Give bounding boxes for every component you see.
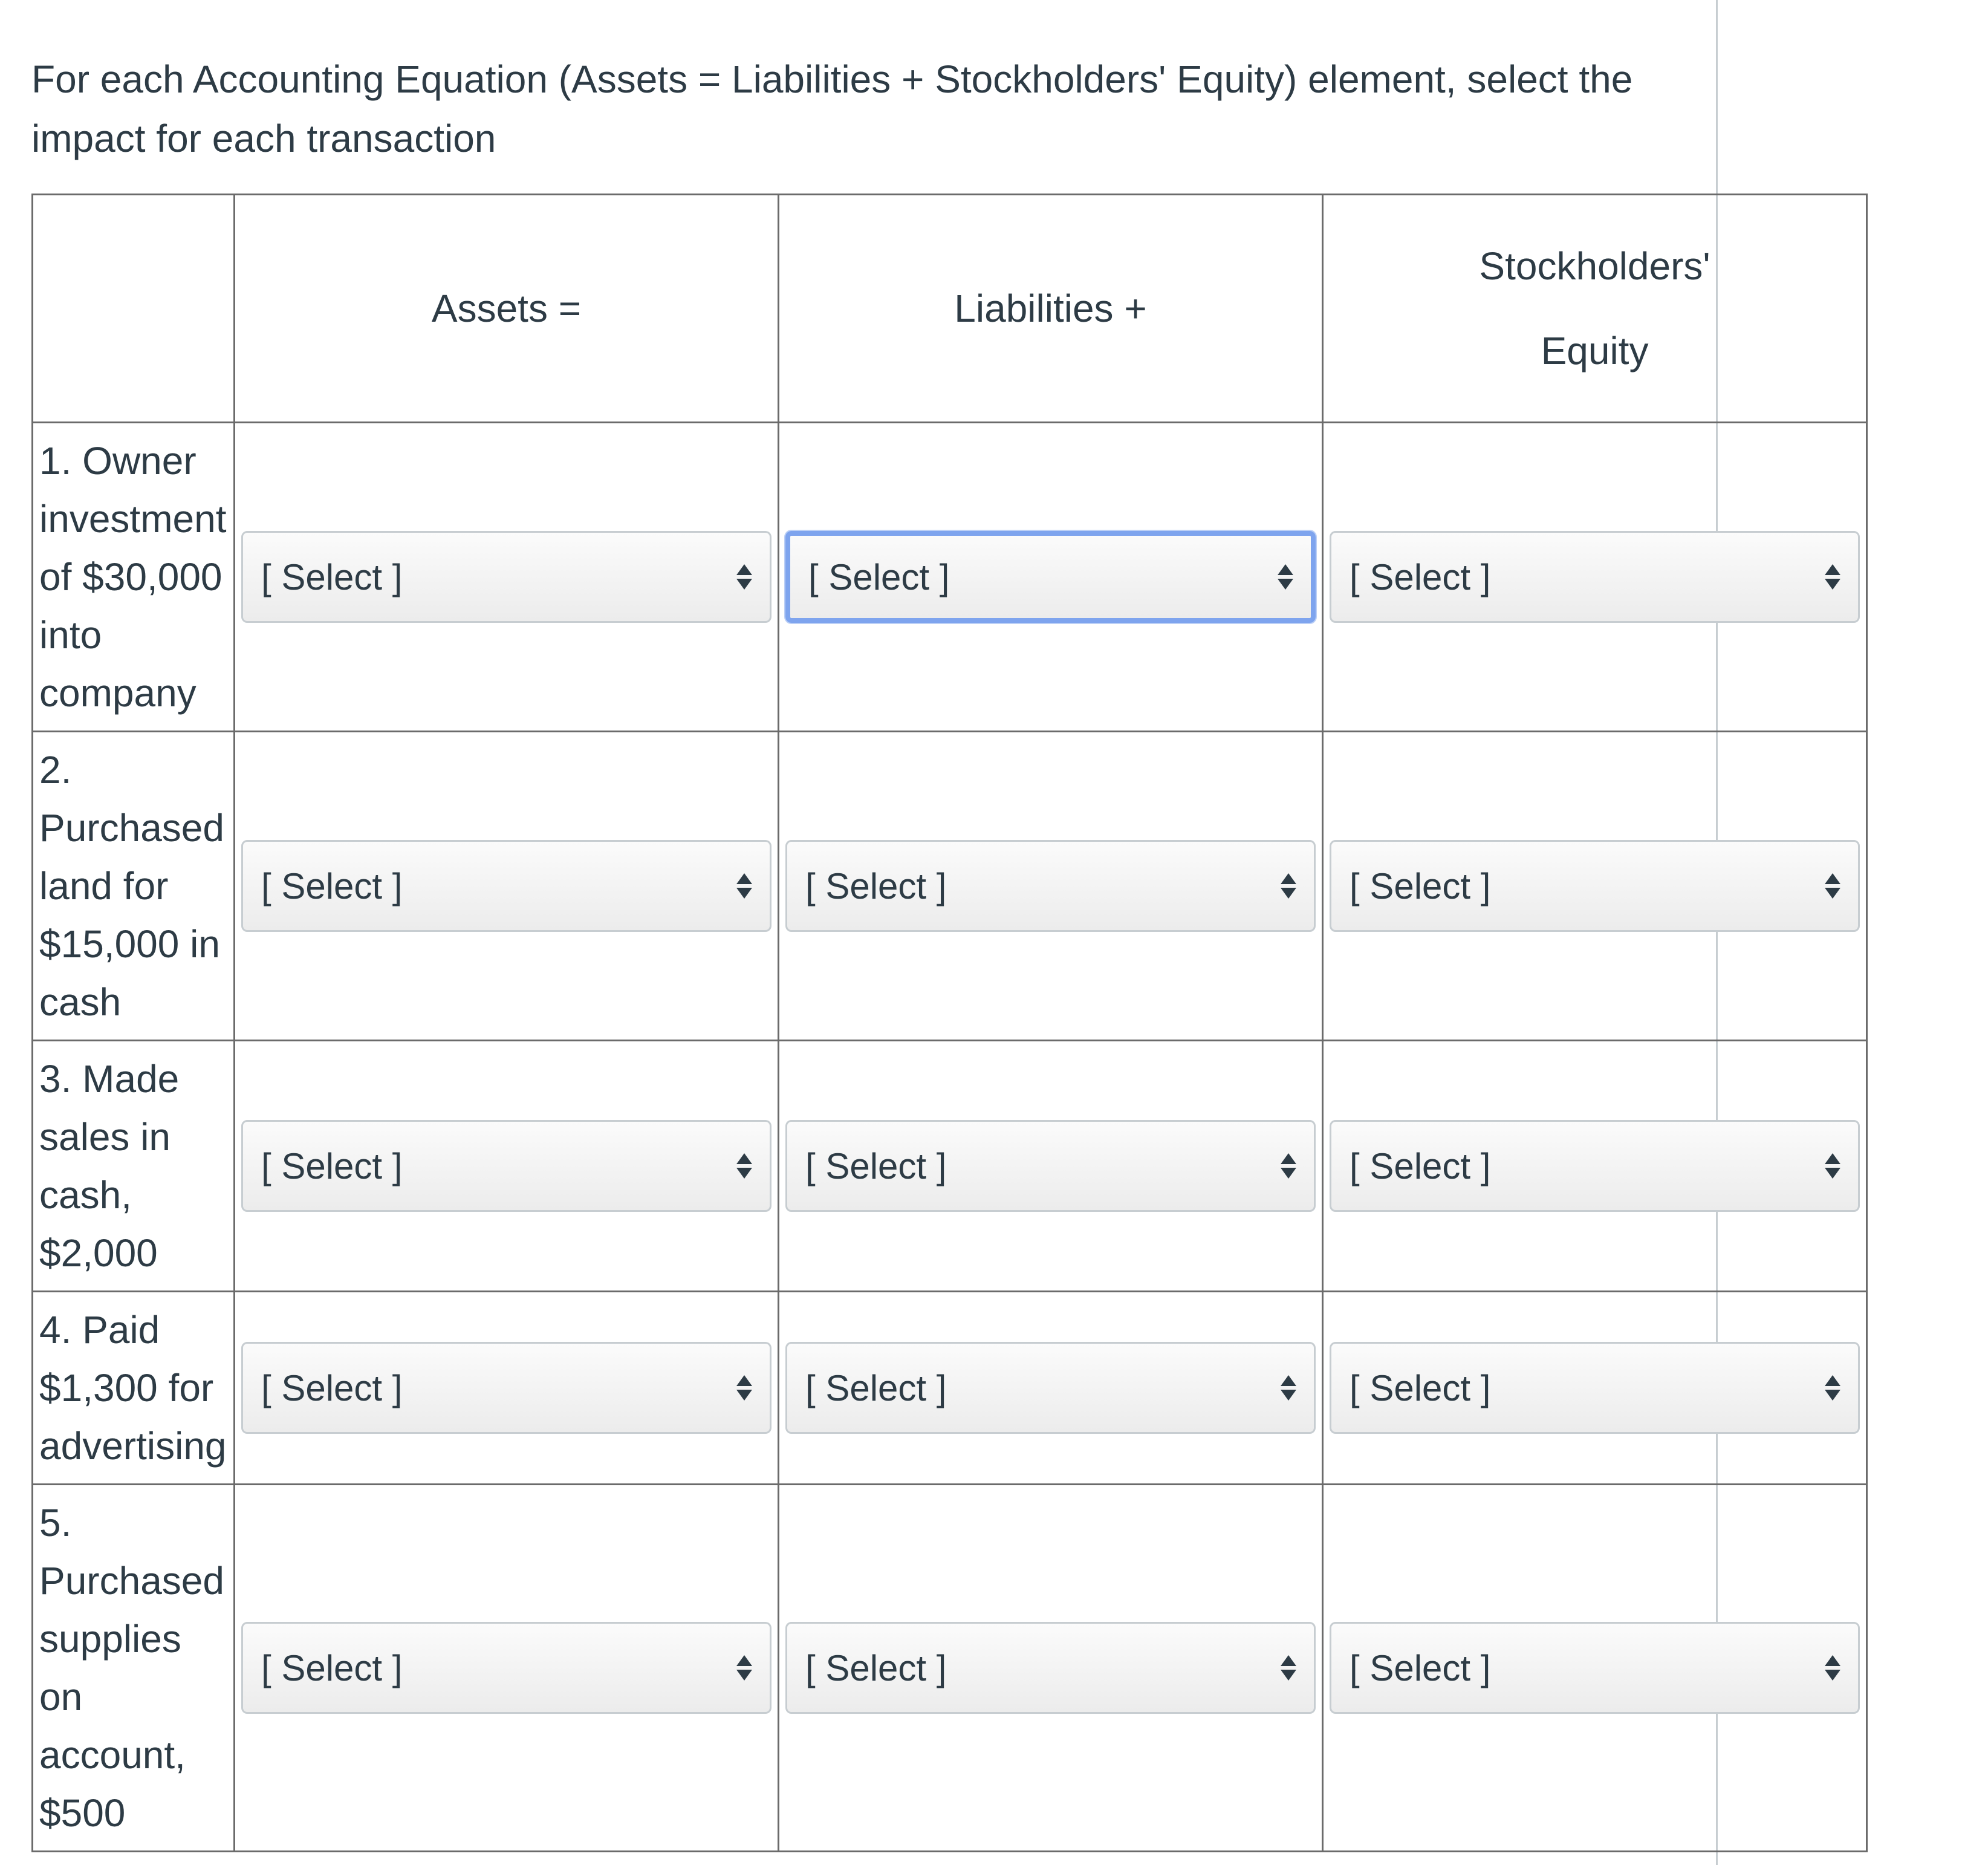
header-liabilities: Liabilities +	[779, 195, 1323, 423]
select-value: [ Select ]	[805, 1647, 947, 1688]
select-arrows-icon	[1277, 564, 1294, 590]
select-value: [ Select ]	[261, 865, 403, 906]
select-arrows-icon	[1280, 1655, 1297, 1681]
liabilities-select-3[interactable]	[785, 1120, 1316, 1212]
transaction-label: 5. Purchased supplies on account, $500	[33, 1485, 235, 1852]
assets-select-3[interactable]	[241, 1120, 771, 1212]
select-value: [ Select ]	[261, 556, 403, 597]
select-value: [ Select ]	[805, 1145, 947, 1186]
select-arrows-icon	[736, 1375, 753, 1401]
select-arrows-icon	[736, 1655, 753, 1681]
select-arrows-icon	[1280, 1153, 1297, 1179]
header-assets: Assets =	[235, 195, 779, 423]
header-equity-line1: Stockholders'	[1479, 244, 1710, 288]
transaction-label: 3. Made sales in cash, $2,000	[33, 1041, 235, 1292]
select-arrows-icon	[736, 564, 753, 590]
select-arrows-icon	[1824, 564, 1841, 590]
select-arrows-icon	[1280, 873, 1297, 899]
transaction-label: 2. Purchased land for $15,000 in cash	[33, 732, 235, 1041]
header-equity-line2: Equity	[1541, 329, 1649, 373]
header-corner	[33, 195, 235, 423]
select-value: [ Select ]	[805, 865, 947, 906]
transaction-label: 1. Owner investment of $30,000 into company	[33, 423, 235, 732]
select-value: [ Select ]	[808, 556, 950, 597]
select-arrows-icon	[736, 873, 753, 899]
assets-select-4[interactable]	[241, 1342, 771, 1434]
select-value: [ Select ]	[1350, 556, 1491, 597]
select-arrows-icon	[1824, 1153, 1841, 1179]
select-arrows-icon	[1824, 1655, 1841, 1681]
liabilities-select-1[interactable]	[785, 531, 1316, 623]
select-arrows-icon	[1280, 1375, 1297, 1401]
assets-select-2[interactable]	[241, 840, 771, 932]
equity-select-5[interactable]	[1330, 1622, 1860, 1714]
select-value: [ Select ]	[1350, 1367, 1491, 1408]
select-arrows-icon	[736, 1153, 753, 1179]
select-value: [ Select ]	[261, 1367, 403, 1408]
select-value: [ Select ]	[1350, 1647, 1491, 1688]
select-arrows-icon	[1824, 873, 1841, 899]
assets-select-1[interactable]	[241, 531, 771, 623]
table-row	[33, 1485, 1867, 1852]
liabilities-select-2[interactable]	[785, 840, 1316, 932]
select-value: [ Select ]	[1350, 865, 1491, 906]
select-value: [ Select ]	[261, 1647, 403, 1688]
accounting-equation-table	[31, 194, 1868, 1852]
equity-select-2[interactable]	[1330, 840, 1860, 932]
assets-select-5[interactable]	[241, 1622, 771, 1714]
transaction-label: 4. Paid $1,300 for advertising	[33, 1292, 235, 1485]
header-equity	[1323, 195, 1867, 423]
select-value: [ Select ]	[1350, 1145, 1491, 1186]
select-value: [ Select ]	[261, 1145, 403, 1186]
liabilities-select-4[interactable]	[785, 1342, 1316, 1434]
select-arrows-icon	[1824, 1375, 1841, 1401]
equity-select-4[interactable]	[1330, 1342, 1860, 1434]
equity-select-1[interactable]	[1330, 531, 1860, 623]
question-instructions: For each Accounting Equation (Assets = Liabilities + Stockholders' Equity) element, select the impact for each transaction	[31, 57, 1633, 160]
liabilities-select-5[interactable]	[785, 1622, 1316, 1714]
equity-select-3[interactable]	[1330, 1120, 1860, 1212]
header-row	[33, 195, 1867, 423]
table-row	[33, 423, 1867, 732]
select-value: [ Select ]	[805, 1367, 947, 1408]
table-row	[33, 732, 1867, 1041]
table-row	[33, 1292, 1867, 1485]
table-row	[33, 1041, 1867, 1292]
